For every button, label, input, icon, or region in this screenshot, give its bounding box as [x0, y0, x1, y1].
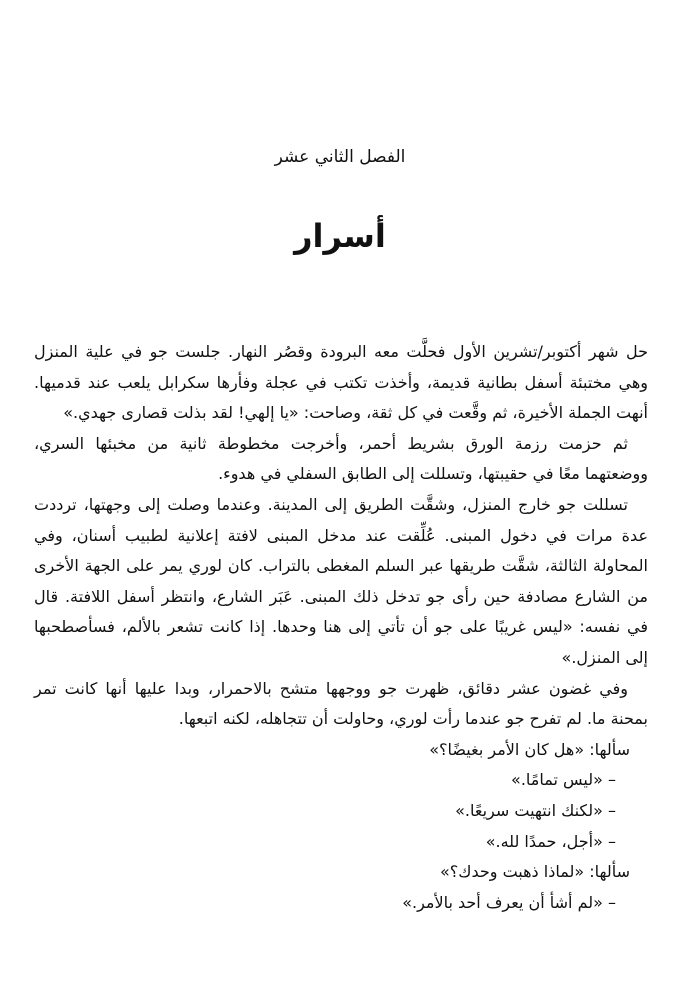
dialogue-text: «لكنك انتهيت سريعًا.»: [455, 800, 603, 820]
paragraph: وفي غضون عشر دقائق، ظهرت جو ووجهها متشح بالاحمرار، وبدا عليها أنها كانت تمر بمحنة ما. لم تفرح جو عندما رأت لوري، وحاولت أن تتجاهله، لكنه اتبعها.: [34, 678, 648, 729]
dialogue-dash: –: [608, 892, 616, 912]
dialogue-line: [34, 765, 648, 796]
dialogue-text: «ليس تمامًا.»: [511, 770, 603, 790]
chapter-body: [34, 337, 648, 918]
dialogue-dash: –: [608, 770, 616, 790]
dialogue-text: سألها: «هل كان الأمر بغيضًا؟»: [429, 739, 630, 759]
paragraph: حل شهر أكتوبر/تشرين الأول فحلَّت معه البرودة وقصُر النهار. جلست جو في علية المنزل وهي مختبئة أسفل بطانية قديمة، وأخذت تكتب في عجلة وفأرها سكرابل يلعب عند قدميها. أنهت الجملة الأخيرة، ثم وقَّعت في كل ثقة، وصاحت: «يا إلهي! لقد بذلت قصارى جهدي.»: [34, 342, 648, 423]
dialogue-text: «لم أشأ أن يعرف أحد بالأمر.»: [402, 892, 603, 912]
dialogue-dash: –: [608, 800, 616, 820]
paragraph: ثم حزمت رزمة الورق بشريط أحمر، وأخرجت مخطوطة ثانية من مخبئها السري، ووضعتهما معًا في حقيبتها، وتسللت إلى الطابق السفلي في هدوء.: [34, 433, 648, 484]
paragraph: تسللت جو خارج المنزل، وشقَّت الطريق إلى المدينة. وعندما وصلت إلى وجهتها، ترددت عدة مرات في دخول المبنى. عُلِّقت عند مدخل المبنى لافتة إعلانية لطبيب أسنان، وفي المحاولة الثالثة، شقَّت طريقها عبر السلم المغطى بالتراب. كان لوري يمر على الجهة الأخرى من الشارع مصادفة حين رأى جو تدخل ذلك المبنى. عَبَر الشارع، وانتظر أسفل اللافتة. قال في نفسه: «ليس غريبًا على جو أن تأتي إلى هنا وحدها. إذا كانت تشعر بالألم، فسأصطحبها إلى المنزل.»: [34, 494, 648, 667]
dialogue-line: [34, 888, 648, 919]
dialogue-text: «أجل، حمدًا لله.»: [485, 831, 603, 851]
chapter-title: أسرار: [294, 217, 386, 255]
dialogue-line: [34, 827, 648, 858]
dialogue-dash: –: [608, 831, 616, 851]
dialogue-line: [34, 735, 648, 766]
dialogue-line: [34, 857, 648, 888]
chapter-number: الفصل الثاني عشر: [274, 147, 406, 167]
dialogue-text: سألها: «لماذا ذهبت وحدك؟»: [440, 862, 630, 882]
dialogue-line: [34, 796, 648, 827]
